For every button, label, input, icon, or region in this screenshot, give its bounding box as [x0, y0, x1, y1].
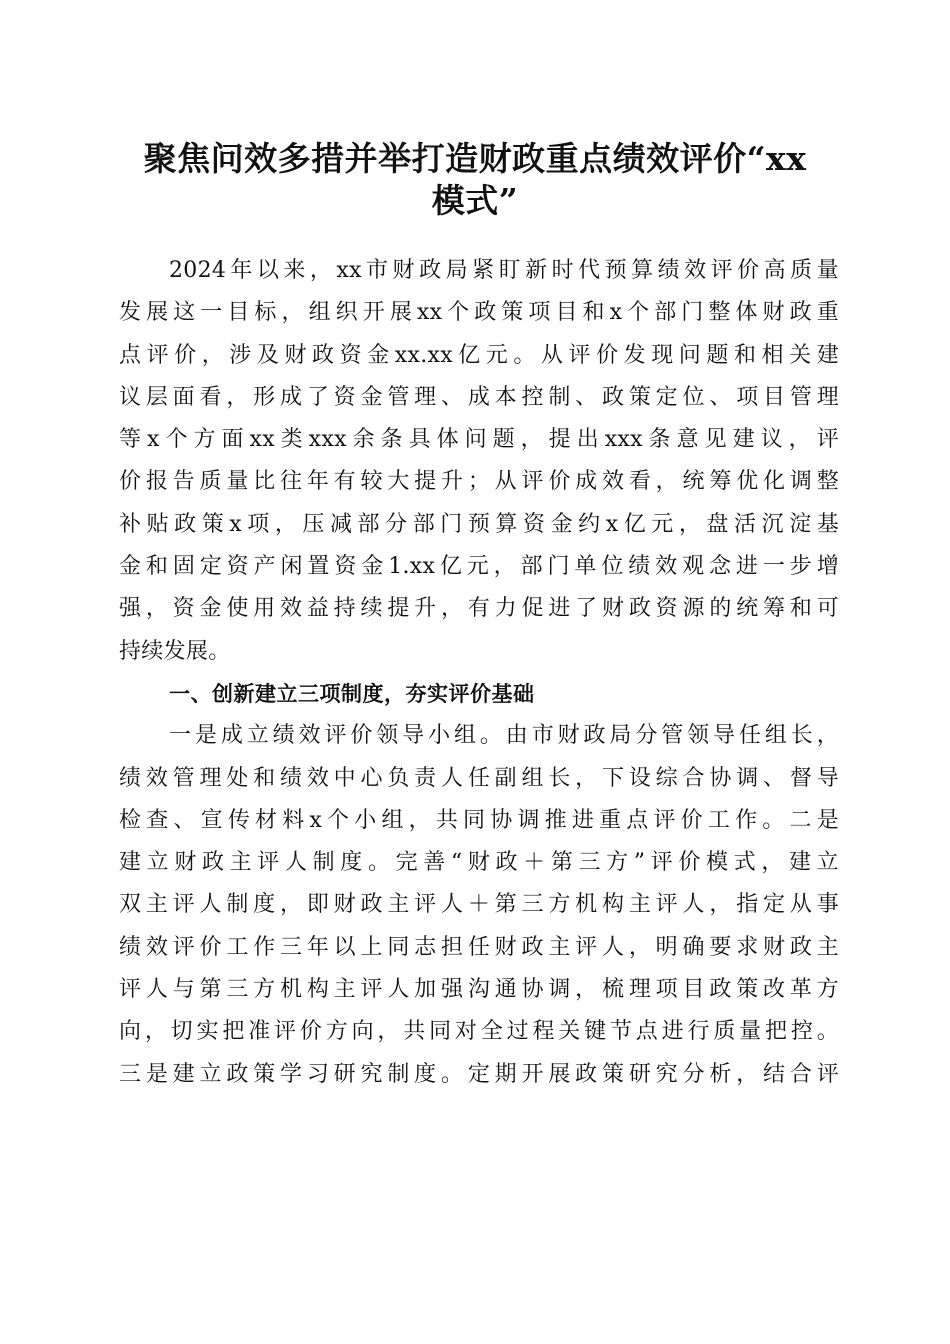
- text-line: 等x个方面xx类xxx余条具体问题，提出xxx条意见建议，评: [119, 427, 839, 453]
- text-line: 金和固定资产闲置资金1.xx亿元，部门单位绩效观念进一步增: [119, 554, 839, 580]
- text-line: 评人与第三方机构主评人加强沟通协调，梳理项目政策改革方: [119, 977, 839, 1003]
- text-line: 双主评人制度，即财政主评人＋第三方机构主评人，指定从事: [119, 892, 839, 918]
- text-line: 一是成立绩效评价领导小组。由市财政局分管领导任组长，: [169, 723, 839, 749]
- paragraph-intro: [119, 250, 839, 673]
- title-line: 模式”: [431, 181, 519, 220]
- document-title: [100, 138, 850, 222]
- text-line: 议层面看，形成了资金管理、成本控制、政策定位、项目管理: [119, 384, 839, 410]
- text-line: 三是建立政策学习研究制度。定期开展政策研究分析，结合评: [119, 1061, 839, 1087]
- text-line: 价报告质量比往年有较大提升；从评价成效看，统筹优化调整: [119, 469, 839, 495]
- text-line: 点评价，涉及财政资金xx.xx亿元。从评价发现问题和相关建: [119, 342, 839, 368]
- text-line: 发展这一目标，组织开展xx个政策项目和x个部门整体财政重: [119, 300, 839, 326]
- title-line: 聚焦问效多措并举打造财政重点绩效评价“xx: [143, 139, 807, 178]
- paragraph-section1: [119, 715, 839, 1096]
- text-line: 补贴政策x项，压减部分部门预算资金约x亿元，盘活沉淀基: [119, 511, 839, 537]
- text-line: 2024年以来，xx市财政局紧盯新时代预算绩效评价高质量: [169, 258, 839, 283]
- text-line: 强，资金使用效益持续提升，有力促进了财政资源的统筹和可: [119, 596, 839, 622]
- section-heading: 一、创新建立三项制度，夯实评价基础: [169, 681, 535, 706]
- text-line: 持续发展。: [119, 638, 231, 664]
- text-line: 绩效评价工作三年以上同志担任财政主评人，明确要求财政主: [119, 934, 839, 960]
- text-line: 向，切实把准评价方向，共同对全过程关键节点进行质量把控。: [119, 1019, 839, 1045]
- text-line: 建立财政主评人制度。完善“财政＋第三方”评价模式，建立: [119, 850, 839, 876]
- text-line: 绩效管理处和绩效中心负责人任副组长，下设综合协调、督导: [119, 765, 839, 791]
- text-line: 检查、宣传材料x个小组，共同协调推进重点评价工作。二是: [119, 807, 839, 833]
- document-body: [119, 250, 839, 1096]
